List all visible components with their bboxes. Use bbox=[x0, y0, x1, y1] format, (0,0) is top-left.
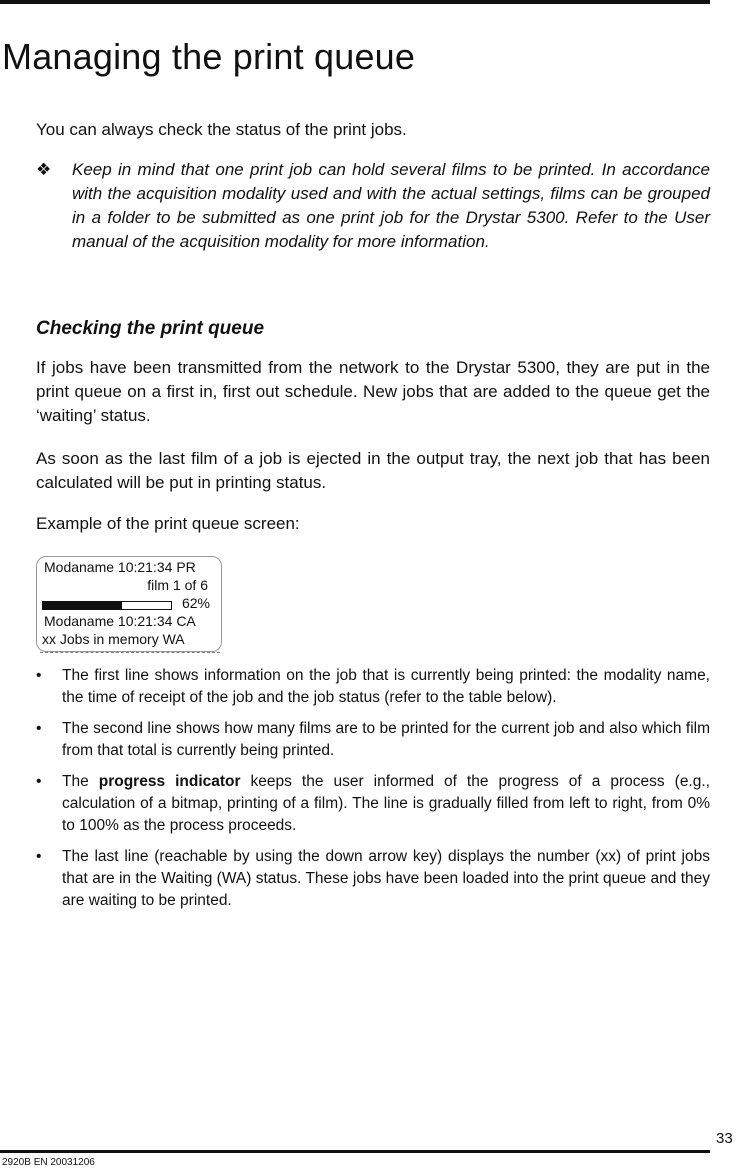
note-text: Keep in mind that one print job can hold several films to be printed. In accordance with the acquisition modality used and with the actual settings, films can be grouped in a folder to be submitted as one print job for the Drystar 5300. Refer to the User manual of the acquisition modality for more information. bbox=[72, 160, 710, 251]
bottom-rule bbox=[0, 1150, 710, 1153]
section-heading: Checking the print queue bbox=[36, 318, 265, 339]
list-item-text-prefix: The bbox=[62, 773, 89, 790]
bullet-icon: • bbox=[36, 720, 42, 737]
document-code: 2920B EN 20031206 bbox=[2, 1157, 95, 1168]
page-number: 33 bbox=[716, 1130, 733, 1147]
explanation-list bbox=[36, 665, 710, 921]
list-item-text: The second line shows how many films are to be printed for the current job and also which film from that total is currently being printed. bbox=[62, 720, 710, 759]
note-block bbox=[36, 158, 710, 254]
bullet-icon: • bbox=[36, 848, 42, 865]
screen-line-next-job: Modaname 10:21:34 CA bbox=[44, 613, 196, 629]
screen-scroll-edge bbox=[40, 652, 220, 653]
bullet-icon: • bbox=[36, 667, 42, 684]
list-item bbox=[36, 846, 710, 912]
list-item bbox=[36, 771, 710, 837]
progress-percent: 62% bbox=[181, 595, 210, 611]
progress-indicator bbox=[42, 601, 172, 610]
list-item-text: The last line (reachable by using the down arrow key) displays the number (xx) of print jobs that are in the Waiting (WA) status. These jobs have been loaded into the print queue and they are waiting to be printed. bbox=[62, 848, 710, 909]
screen-line-film-count: film 1 of 6 bbox=[147, 577, 208, 593]
list-item bbox=[36, 718, 710, 762]
top-rule bbox=[0, 0, 710, 4]
print-queue-screen bbox=[36, 556, 222, 656]
note-bullet-icon: ❖ bbox=[36, 160, 52, 179]
screen-line-current-job: Modaname 10:21:34 PR bbox=[44, 559, 196, 575]
list-item-text: The first line shows information on the job that is currently being printed: the modality name, the time of receipt of the job and the job status (refer to the table below). bbox=[62, 667, 710, 706]
progress-fill bbox=[43, 602, 122, 609]
screen-line-jobs-in-memory: xx Jobs in memory WA bbox=[42, 631, 185, 647]
paragraph-1: If jobs have been transmitted from the network to the Drystar 5300, they are put in the print queue on a first in, first out schedule. New jobs that are added to the queue get the ‘waiting’ status. bbox=[36, 358, 710, 425]
intro-text: You can always check the status of the print jobs. bbox=[36, 120, 407, 139]
bullet-icon: • bbox=[36, 773, 42, 790]
list-item-text: keeps the user informed of the progress of a process (e.g., calculation of a bitmap, printing of a film). The line is gradually filled from left to right, from 0% to 100% as the process proceeds. bbox=[62, 773, 710, 834]
page-title: Managing the print queue bbox=[2, 36, 416, 77]
list-item bbox=[36, 665, 710, 709]
paragraph-2: As soon as the last film of a job is ejected in the output tray, the next job that has been calculated will be put in printing status. bbox=[36, 449, 710, 492]
paragraph-3: Example of the print queue screen: bbox=[36, 514, 300, 533]
list-item-emphasis: progress indicator bbox=[98, 773, 241, 790]
